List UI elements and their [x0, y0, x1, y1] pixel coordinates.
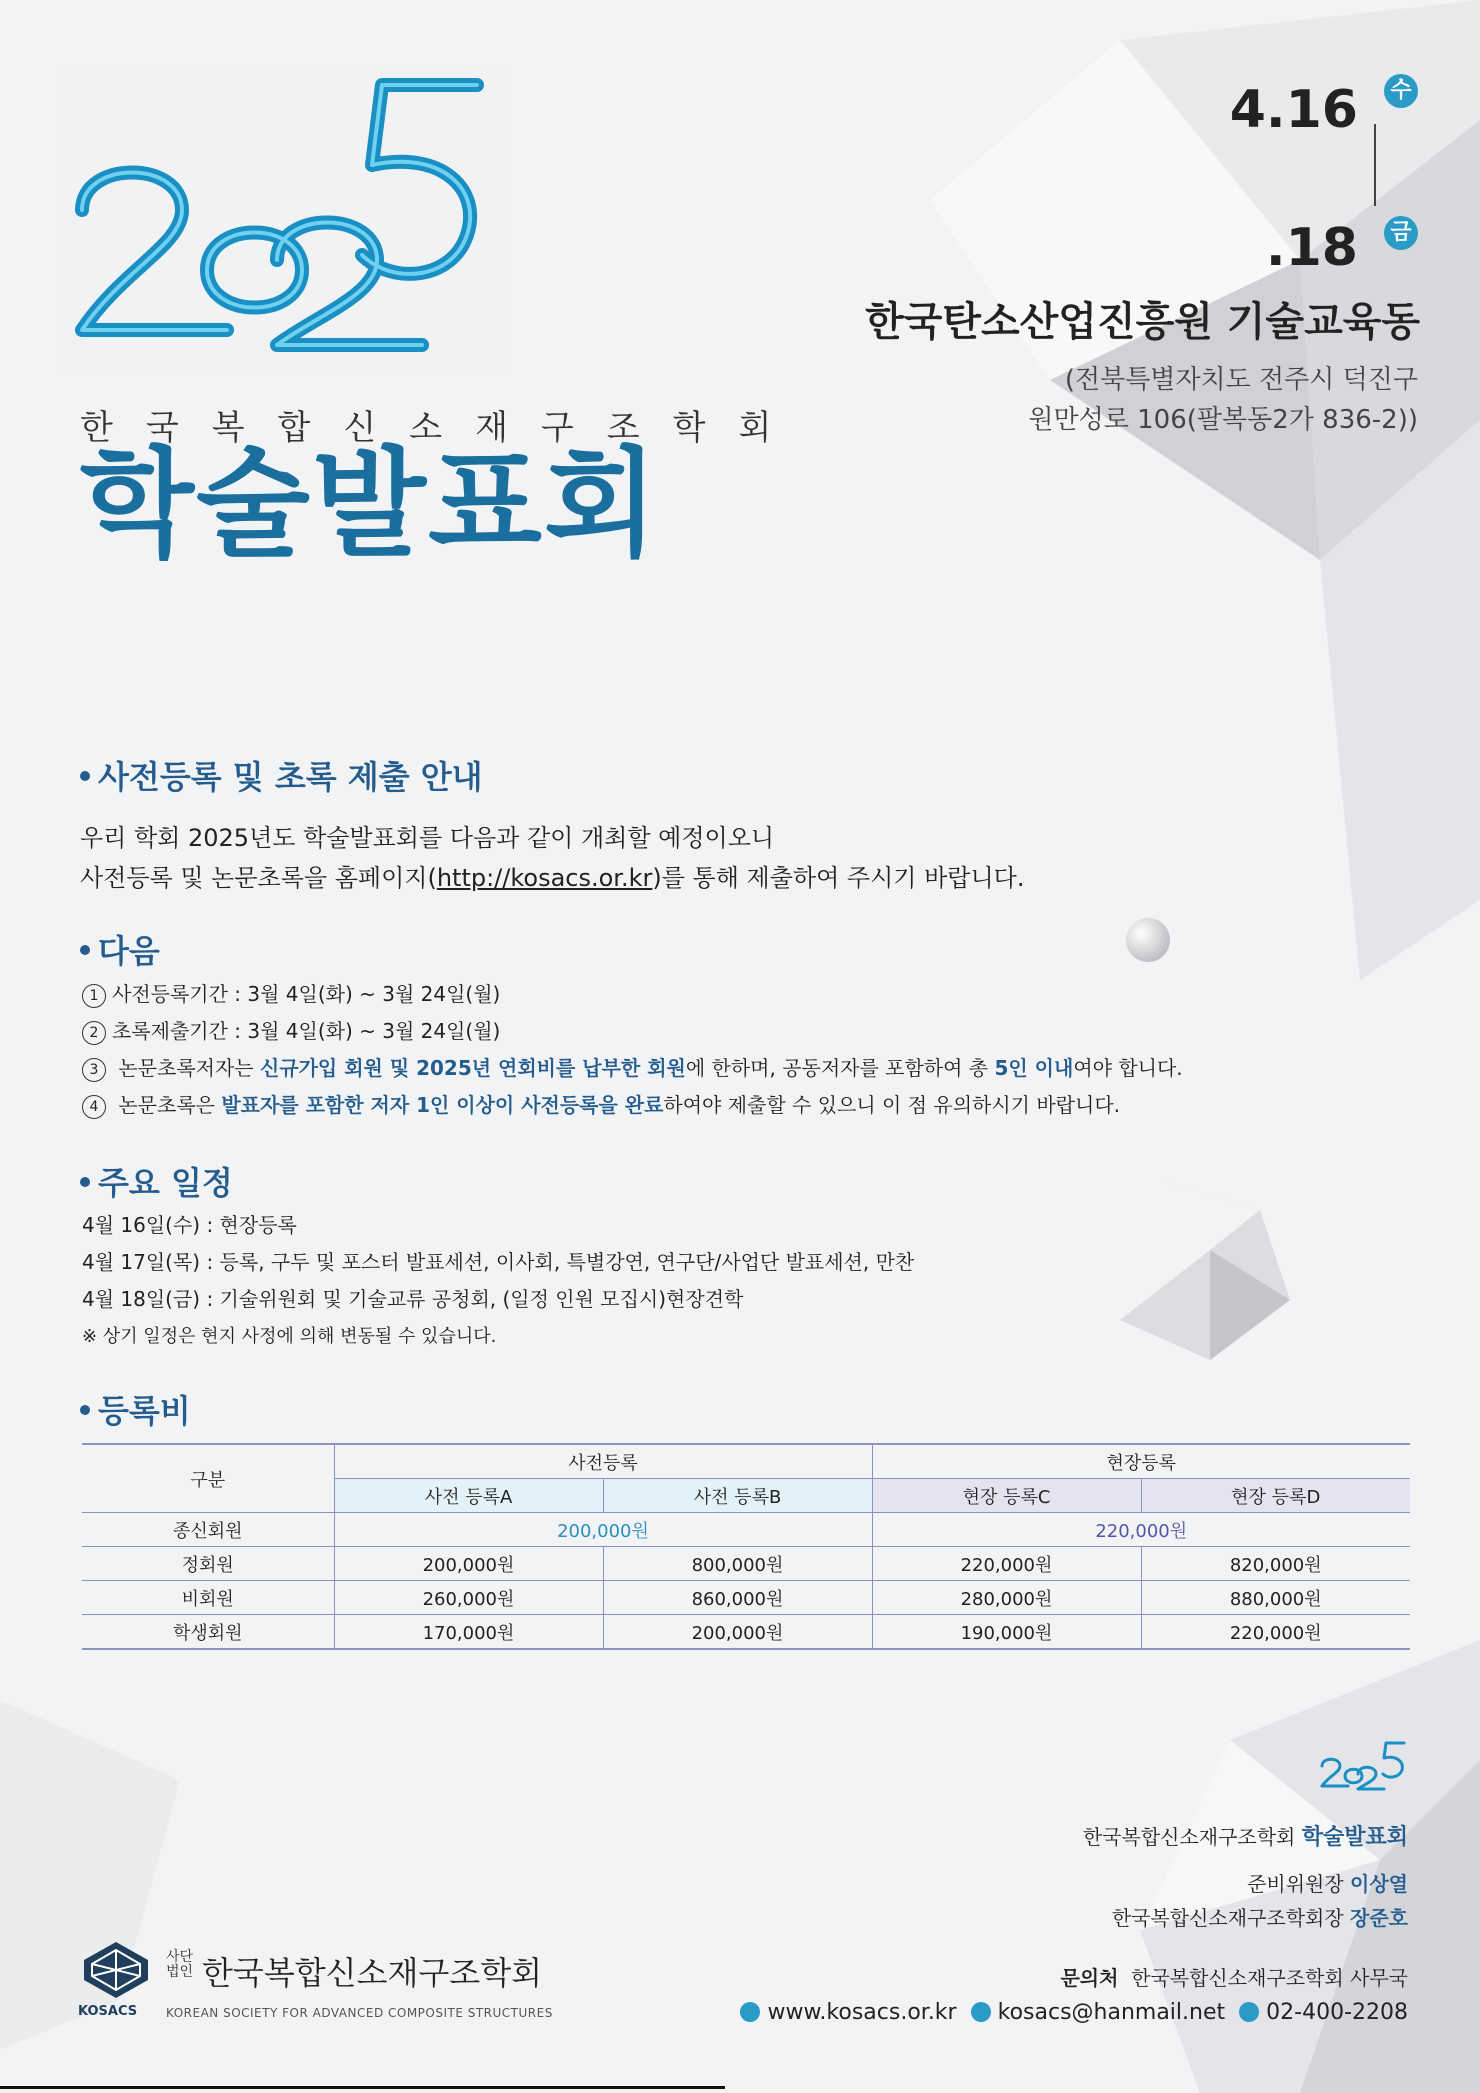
- fee-cell: 860,000원: [603, 1581, 872, 1615]
- day-badge-fri: 금: [1384, 216, 1418, 250]
- footer-president: [1112, 1902, 1408, 1931]
- fee-header-row: [82, 1444, 1410, 1479]
- row-label: 정회원: [82, 1547, 334, 1581]
- col-category: 구분: [82, 1444, 334, 1513]
- society-name-spaced: 한국복합신소재구조학회: [80, 408, 805, 448]
- number-2-icon: 2: [82, 1021, 106, 1045]
- fee-cell: 200,000원: [334, 1547, 603, 1581]
- date-start: [1230, 80, 1358, 140]
- fee-cell: 280,000원: [872, 1581, 1141, 1615]
- schedule-note: ※ 상기 일정은 현지 사정에 의해 변동될 수 있습니다.: [82, 1326, 497, 1347]
- president-title: 한국복합신소재구조학회장: [1111, 1906, 1351, 1930]
- contact-org: 한국복합신소재구조학회 사무국: [1131, 1966, 1408, 1990]
- details-heading: [80, 926, 160, 972]
- footer-chair: [1247, 1868, 1408, 1897]
- mini-year-logo: [1318, 1740, 1408, 1796]
- fee-cell: 880,000원: [1141, 1581, 1410, 1615]
- number-3-icon: 3: [82, 1058, 106, 1082]
- footer-contact-links: [740, 2000, 1408, 2025]
- fee-cell: 190,000원: [872, 1615, 1141, 1650]
- detail-4-highlight: 발표자를 포함한 저자 1인 이상이 사전등록을 완료: [221, 1093, 664, 1117]
- detail-3-e: 여야 합니다.: [1073, 1056, 1183, 1080]
- address-line-2: 원만성로 106(팔복동2가 836-2)): [1028, 405, 1418, 435]
- details-list: [82, 976, 1183, 1124]
- org-abbr: KOSACS: [78, 2004, 138, 2019]
- org-name: 한국복합신소재구조학회: [202, 1954, 543, 1992]
- home-icon: [740, 2002, 760, 2022]
- footer-society: 한국복합신소재구조학회: [1082, 1825, 1302, 1849]
- fee-cell: 220,000원: [1141, 1615, 1410, 1650]
- mail-icon: [971, 2002, 991, 2022]
- event-title: 학술발표회: [80, 435, 660, 573]
- schedule-item: 4월 18일(금) : 기술위원회 및 기술교류 공청회, (일정 인원 모집시)현장견학: [82, 1287, 744, 1311]
- detail-item-1: [82, 976, 1183, 1013]
- table-row: [82, 1513, 1410, 1547]
- schedule-list: [82, 1207, 914, 1355]
- detail-item-2: [82, 1013, 1183, 1050]
- sub-onsite-c: 현장 등록C: [872, 1479, 1141, 1513]
- chair-title: 준비위원장: [1247, 1872, 1351, 1896]
- website-link[interactable]: www.kosacs.or.kr: [767, 2000, 957, 2025]
- detail-4-c: 하여야 제출할 수 있으니 이 점 유의하시기 바랍니다.: [663, 1093, 1121, 1117]
- schedule-item: 4월 16일(수) : 현장등록: [82, 1213, 297, 1237]
- bullet-dot-icon: [80, 1177, 90, 1187]
- address-line-1: (전북특별자치도 전주시 덕진구: [1064, 365, 1418, 395]
- president-name: 장준호: [1350, 1906, 1408, 1930]
- fees-heading: [80, 1386, 191, 1432]
- year-logo: [62, 70, 507, 375]
- date-start-value: 4.16: [1229, 80, 1358, 140]
- contact-label: 문의처: [1060, 1966, 1119, 1990]
- schedule-heading: [80, 1158, 233, 1204]
- schedule-item: 4월 17일(목) : 등록, 구두 및 포스터 발표세션, 이사회, 특별강연, 연구단/사업단 발표세션, 만찬: [82, 1250, 915, 1274]
- venue-address: [1028, 360, 1418, 440]
- intro-heading: [80, 752, 483, 798]
- date-end: [1266, 218, 1358, 278]
- detail-3-limit: 5인 이내: [994, 1056, 1074, 1080]
- chair-name: 이상열: [1350, 1872, 1408, 1896]
- org-prefix: 사단법인: [166, 1949, 194, 1980]
- homepage-link[interactable]: http://kosacs.or.kr: [436, 864, 653, 892]
- sub-pre-a: 사전 등록A: [334, 1479, 603, 1513]
- fee-table: [82, 1443, 1410, 1650]
- group-onsite-registration: 현장등록: [872, 1444, 1410, 1479]
- detail-item-4: [82, 1087, 1183, 1124]
- phone-number: 02-400-2208: [1266, 2000, 1408, 2025]
- mini-year-logo-graphic: [1318, 1740, 1408, 1792]
- detail-3-a: 논문초록저자는: [118, 1056, 260, 1080]
- fee-cell: 200,000원: [603, 1615, 872, 1650]
- day-badge-wed: 수: [1384, 74, 1418, 108]
- number-4-icon: 4: [82, 1095, 106, 1119]
- row-label: 학생회원: [82, 1615, 334, 1650]
- table-row: [82, 1547, 1410, 1581]
- intro-line-2-pre: 사전등록 및 논문초록을 홈페이지(: [80, 864, 437, 892]
- bullet-dot-icon: [80, 771, 90, 781]
- detail-item-2-text: 초록제출기간 : 3월 4일(화) ~ 3월 24일(월): [112, 1019, 501, 1043]
- year-logo-graphic: [62, 70, 507, 375]
- details-heading-text: 다음: [98, 932, 160, 970]
- intro-line-1: 우리 학회 2025년도 학술발표회를 다음과 같이 개최할 예정이오니: [80, 824, 775, 852]
- fee-cell: 800,000원: [603, 1547, 872, 1581]
- intro-line-2-post: )를 통해 제출하여 주시기 바랍니다.: [652, 864, 1025, 892]
- email-link[interactable]: kosacs@hanmail.net: [997, 2000, 1226, 2025]
- detail-3-c: 에 한하며, 공동저자를 포함하여 총: [685, 1056, 995, 1080]
- footer-contact: [1060, 1962, 1408, 1991]
- org-logo: [80, 1940, 152, 2004]
- date-connector: [1374, 124, 1376, 206]
- bullet-dot-icon: [80, 1405, 90, 1415]
- fees-heading-text: 등록비: [98, 1392, 191, 1430]
- row-label: 종신회원: [82, 1513, 334, 1547]
- group-pre-registration: 사전등록: [334, 1444, 872, 1479]
- fee-cell: 170,000원: [334, 1615, 603, 1650]
- row-label: 비회원: [82, 1581, 334, 1615]
- lifetime-pre-fee: 200,000원: [334, 1513, 872, 1547]
- lifetime-onsite-fee: 220,000원: [872, 1513, 1410, 1547]
- venue-name: 한국탄소산업진흥원 기술교육동: [865, 299, 1420, 345]
- phone-icon: [1239, 2002, 1259, 2022]
- footer-event: 학술발표회: [1301, 1825, 1408, 1850]
- sub-pre-b: 사전 등록B: [603, 1479, 872, 1513]
- schedule-heading-text: 주요 일정: [98, 1164, 233, 1202]
- detail-item-3: [82, 1050, 1183, 1087]
- fee-cell: 220,000원: [872, 1547, 1141, 1581]
- detail-4-a: 논문초록은: [118, 1093, 222, 1117]
- fee-cell: 820,000원: [1141, 1547, 1410, 1581]
- detail-3-highlight: 신규가입 회원 및 2025년 연회비를 납부한 회원: [259, 1056, 686, 1080]
- table-row: [82, 1581, 1410, 1615]
- intro-line-2: [80, 858, 1024, 898]
- sub-onsite-d: 현장 등록D: [1141, 1479, 1410, 1513]
- intro-paragraph: [80, 818, 1024, 898]
- footer-event-line: [1083, 1820, 1408, 1851]
- intro-heading-text: 사전등록 및 초록 제출 안내: [98, 758, 483, 796]
- date-end-value: .18: [1265, 218, 1358, 278]
- bullet-dot-icon: [80, 945, 90, 955]
- kosacs-emblem-icon: [80, 1940, 152, 2000]
- org-english-name: KOREAN SOCIETY FOR ADVANCED COMPOSITE STRUCTURES: [166, 2006, 553, 2020]
- bottom-divider: [0, 2086, 725, 2089]
- table-row: [82, 1615, 1410, 1650]
- number-1-icon: 1: [82, 984, 106, 1008]
- detail-item-1-text: 사전등록기간 : 3월 4일(화) ~ 3월 24일(월): [112, 982, 501, 1006]
- fee-cell: 260,000원: [334, 1581, 603, 1615]
